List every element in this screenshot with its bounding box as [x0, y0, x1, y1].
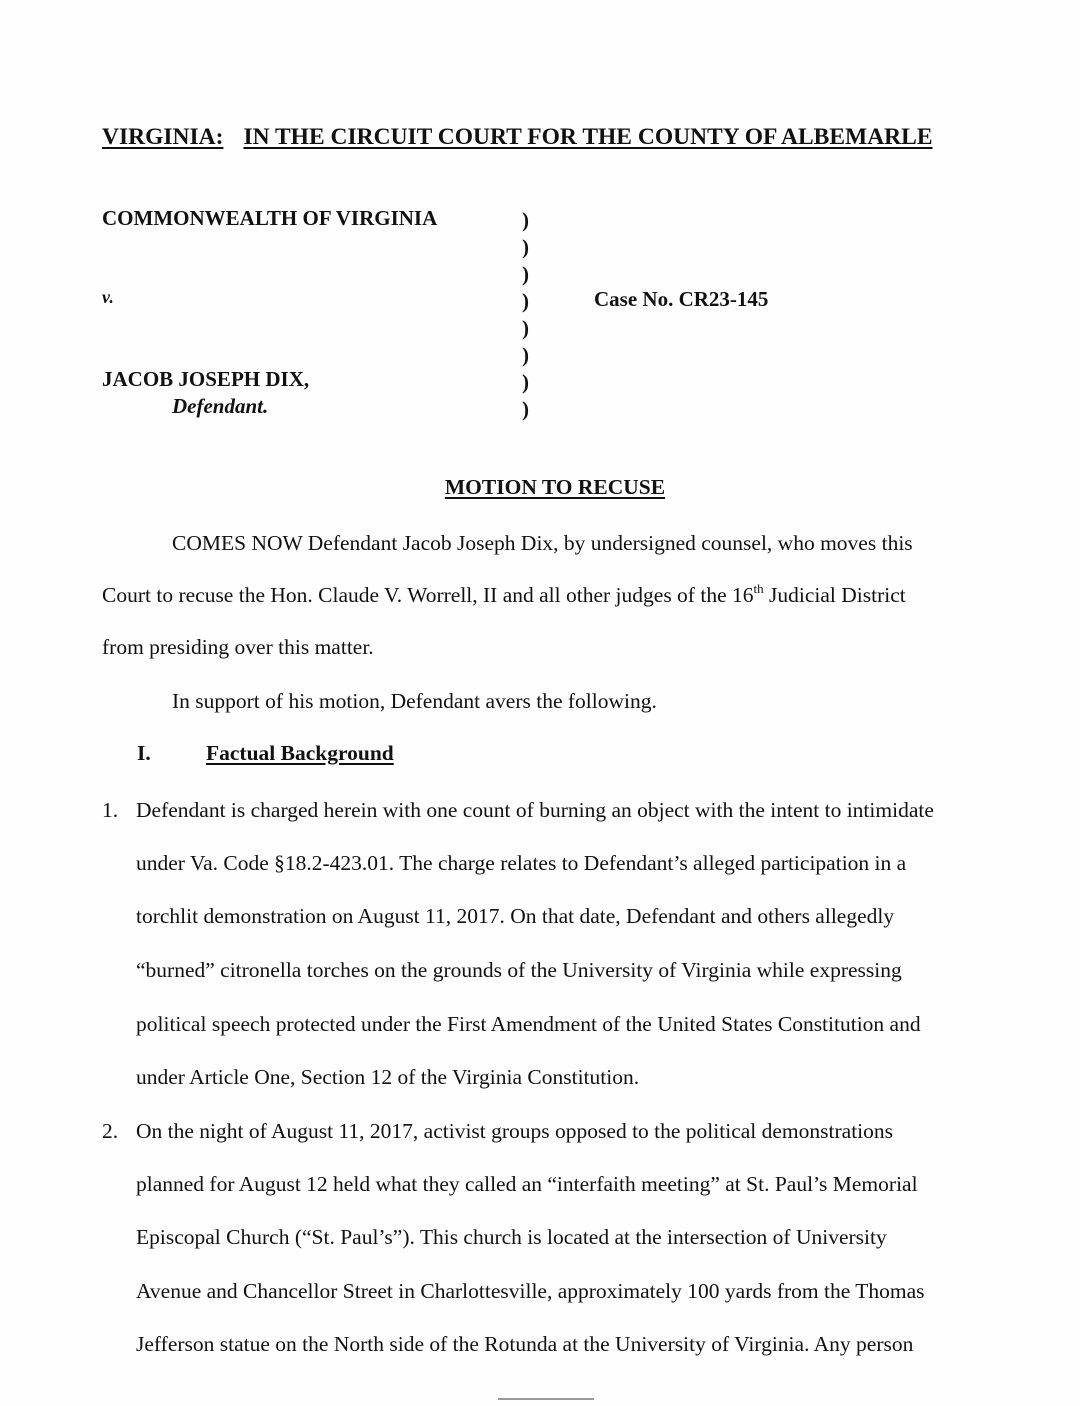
intro-line: from presiding over this matter.	[102, 635, 374, 659]
item-number: 2.	[102, 1119, 119, 1143]
intro-line: Court to recuse the Hon. Claude V. Worrell, II and all other judges of the 16th Judicial District	[102, 580, 906, 607]
item-line: Jefferson statue on the North side of the Rotunda at the University of Virginia. Any person	[136, 1332, 914, 1356]
caption-paren: )	[522, 208, 529, 232]
page-number-fragment	[498, 1398, 594, 1400]
motion-title: MOTION TO RECUSE	[444, 475, 666, 499]
caption-paren: )	[522, 262, 529, 286]
item-line: under Article One, Section 12 of the Virginia Constitution.	[136, 1065, 640, 1089]
item-number: 1.	[102, 798, 119, 822]
item-line: Episcopal Church (“St. Paul’s”). This church is located at the intersection of University	[136, 1225, 887, 1249]
item-line: political speech protected under the First Amendment of the United States Constitution and	[136, 1012, 921, 1036]
defendant-role: Defendant.	[172, 394, 269, 418]
case-number: Case No. CR23-145	[594, 287, 769, 311]
section-number: I.	[137, 741, 151, 765]
caption-paren: )	[522, 370, 529, 394]
support-line: In support of his motion, Defendant avers the following.	[172, 689, 657, 713]
item-line: Avenue and Chancellor Street in Charlottesville, approximately 100 yards from the Thomas	[136, 1279, 925, 1303]
caption-paren: )	[522, 235, 529, 259]
caption-paren: )	[522, 343, 529, 367]
versus-label: v.	[102, 287, 114, 307]
item-line: Defendant is charged herein with one count of burning an object with the intent to intimidate	[136, 798, 934, 822]
defendant-name: JACOB JOSEPH DIX,	[102, 367, 310, 391]
item-line: “burned” citronella torches on the grounds of the University of Virginia while expressing	[136, 958, 902, 982]
court-name: IN THE CIRCUIT COURT FOR THE COUNTY OF ALBEMARLE	[243, 124, 933, 150]
item-line: torchlit demonstration on August 11, 2017. On that date, Defendant and others allegedly	[136, 904, 895, 928]
item-line: On the night of August 11, 2017, activist groups opposed to the political demonstrations	[136, 1119, 894, 1143]
section-title: Factual Background	[206, 741, 394, 765]
caption-paren: )	[522, 397, 529, 421]
intro-line: COMES NOW Defendant Jacob Joseph Dix, by undersigned counsel, who moves this	[172, 531, 913, 555]
court-heading	[102, 124, 933, 151]
caption-paren: )	[522, 289, 529, 313]
item-line: planned for August 12 held what they called an “interfaith meeting” at St. Paul’s Memorial	[136, 1172, 918, 1196]
item-line: under Va. Code §18.2-423.01. The charge relates to Defendant’s alleged participation in a	[136, 851, 907, 875]
plaintiff-name: COMMONWEALTH OF VIRGINIA	[102, 206, 438, 230]
state-label: VIRGINIA:	[102, 124, 224, 150]
caption-paren: )	[522, 316, 529, 340]
